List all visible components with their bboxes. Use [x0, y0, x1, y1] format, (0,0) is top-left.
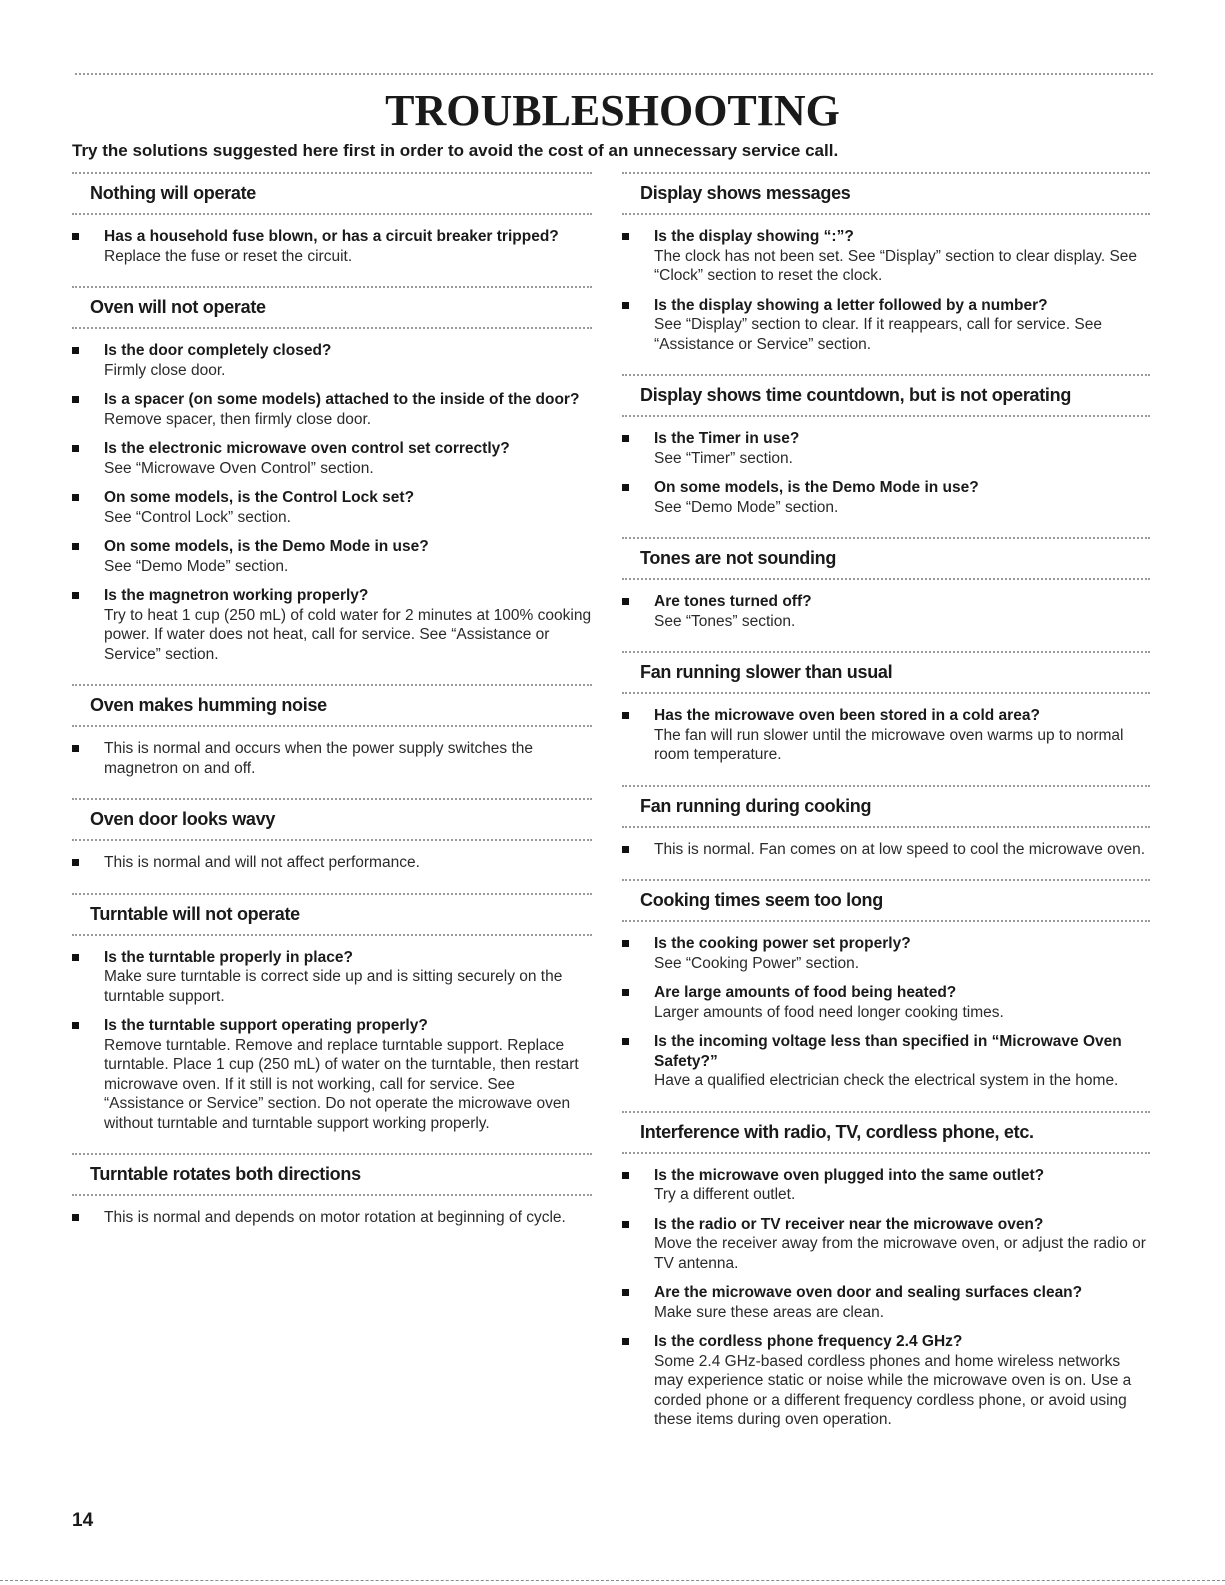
section-heading: Turntable rotates both directions	[72, 1153, 592, 1196]
answer-text: See “Display” section to clear. If it reappears, call for service. See “Assistance or Service” section.	[654, 316, 1102, 353]
item-list	[72, 227, 592, 266]
list-item	[72, 586, 592, 664]
question-text: Are the microwave oven door and sealing surfaces clean?	[654, 1284, 1083, 1301]
section-heading: Fan running during cooking	[622, 785, 1150, 828]
answer-text: See “Tones” section.	[654, 612, 796, 630]
question-text: Is the incoming voltage less than specified in “Microwave Oven Safety?”	[654, 1033, 1122, 1070]
troubleshooting-section	[72, 1153, 592, 1248]
square-bullet-icon	[622, 989, 629, 996]
answer-text: The clock has not been set. See “Display” section to clear display. See “Clock” section to reset the clock.	[654, 247, 1138, 284]
answer-text: The fan will run slower until the microwave oven warms up to normal room temperature.	[654, 726, 1124, 763]
answer-text: See “Timer” section.	[654, 449, 793, 467]
intro-text: Try the solutions suggested here first in order to avoid the cost of an unnecessary service call.	[72, 141, 839, 160]
item-list	[622, 1166, 1150, 1430]
question-text: Are large amounts of food being heated?	[654, 984, 957, 1001]
square-bullet-icon	[72, 494, 79, 501]
square-bullet-icon	[622, 233, 629, 240]
page-title: TROUBLESHOOTING	[385, 86, 840, 135]
square-bullet-icon	[72, 1214, 79, 1221]
square-bullet-icon	[622, 435, 629, 442]
list-item	[72, 439, 592, 478]
square-bullet-icon	[72, 543, 79, 550]
item-list	[622, 429, 1150, 517]
list-item	[622, 1283, 1150, 1322]
item-list	[72, 341, 592, 664]
question-text: Is the display showing a letter followed by a number?	[654, 296, 1048, 314]
section-heading: Display shows messages	[622, 172, 1150, 215]
troubleshooting-section	[622, 879, 1150, 1111]
question-text: Has the microwave oven been stored in a cold area?	[654, 707, 1040, 724]
list-item	[72, 853, 592, 873]
question-text: Is the turntable support operating properly?	[104, 1017, 428, 1034]
list-item	[72, 227, 592, 266]
page-number: 14	[72, 1510, 94, 1531]
list-item	[622, 1332, 1150, 1430]
troubleshooting-section	[622, 651, 1150, 785]
list-item	[72, 390, 592, 429]
answer-text: Remove turntable. Remove and replace turntable support. Replace turntable. Place 1 cup (250 mL) of water on the turntable, then restart microwave oven. If it still is not working, call for service. See “Assistance or Service” section. Do not operate the microwave oven without turntable and turntable support working properly.	[104, 1036, 579, 1132]
answer-text: Make sure these areas are clean.	[654, 1303, 885, 1321]
square-bullet-icon	[622, 712, 629, 719]
square-bullet-icon	[622, 940, 629, 947]
list-item	[622, 478, 1150, 517]
list-item	[622, 592, 1150, 631]
section-heading: Cooking times seem too long	[622, 879, 1150, 922]
section-heading: Interference with radio, TV, cordless phone, etc.	[622, 1111, 1150, 1154]
question-text: Is the turntable properly in place?	[104, 948, 353, 966]
question-text: Is the electronic microwave oven control set correctly?	[104, 440, 510, 457]
answer-text: Try to heat 1 cup (250 mL) of cold water for 2 minutes at 100% cooking power. If water does not heat, call for service. See “Assistance or Service” section.	[104, 606, 592, 663]
answer-text: Replace the fuse or reset the circuit.	[104, 247, 353, 265]
question-text: Is the door completely closed?	[104, 342, 332, 359]
list-item	[622, 296, 1150, 355]
section-heading: Turntable will not operate	[72, 893, 592, 936]
note-text: This is normal and occurs when the power supply switches the magnetron on and off.	[104, 740, 534, 777]
square-bullet-icon	[622, 484, 629, 491]
list-item	[72, 488, 592, 527]
troubleshooting-section	[622, 374, 1150, 537]
list-item	[622, 983, 1150, 1022]
troubleshooting-section	[622, 537, 1150, 651]
question-text: Is the cordless phone frequency 2.4 GHz?	[654, 1333, 963, 1350]
troubleshooting-section	[72, 286, 592, 684]
bottom-divider	[0, 1580, 1225, 1581]
square-bullet-icon	[72, 954, 79, 961]
note-text: This is normal and will not affect performance.	[104, 854, 420, 871]
square-bullet-icon	[72, 347, 79, 354]
section-heading: Tones are not sounding	[622, 537, 1150, 580]
list-item	[72, 1016, 592, 1133]
list-item	[622, 1032, 1150, 1091]
item-list	[622, 840, 1150, 860]
answer-text: Make sure turntable is correct side up and is sitting securely on the turntable support.	[104, 968, 563, 1005]
square-bullet-icon	[72, 859, 79, 866]
list-item	[72, 739, 592, 778]
section-heading: Display shows time countdown, but is not operating	[622, 374, 1150, 417]
square-bullet-icon	[72, 396, 79, 403]
square-bullet-icon	[622, 1338, 629, 1345]
list-item	[622, 706, 1150, 765]
question-text: Is the microwave oven plugged into the same outlet?	[654, 1166, 1045, 1184]
square-bullet-icon	[622, 1289, 629, 1296]
troubleshooting-section	[72, 684, 592, 798]
square-bullet-icon	[622, 302, 629, 309]
note-text: This is normal and depends on motor rotation at beginning of cycle.	[104, 1209, 566, 1226]
item-list	[72, 853, 592, 873]
note-text: This is normal. Fan comes on at low speed to cool the microwave oven.	[654, 840, 1146, 858]
answer-text: Have a qualified electrician check the electrical system in the home.	[654, 1072, 1119, 1089]
answer-text: Some 2.4 GHz-based cordless phones and home wireless networks may experience static or noise while the microwave oven is on. Use a corded phone or a different frequency cordless phone, or avoid using these items during oven operation.	[654, 1352, 1132, 1428]
square-bullet-icon	[622, 598, 629, 605]
square-bullet-icon	[622, 1221, 629, 1228]
square-bullet-icon	[72, 745, 79, 752]
top-divider	[75, 73, 1153, 75]
square-bullet-icon	[72, 592, 79, 599]
troubleshooting-section	[622, 172, 1150, 374]
troubleshooting-section	[72, 893, 592, 1154]
square-bullet-icon	[622, 846, 629, 853]
item-list	[622, 706, 1150, 765]
answer-text: Remove spacer, then firmly close door.	[104, 410, 372, 428]
list-item	[622, 934, 1150, 973]
square-bullet-icon	[72, 1022, 79, 1029]
item-list	[72, 739, 592, 778]
list-item	[622, 1215, 1150, 1274]
question-text: Has a household fuse blown, or has a circuit breaker tripped?	[104, 228, 559, 245]
square-bullet-icon	[72, 233, 79, 240]
section-heading: Nothing will operate	[72, 172, 592, 215]
question-text: Is a spacer (on some models) attached to the inside of the door?	[104, 391, 580, 408]
section-heading: Fan running slower than usual	[622, 651, 1150, 694]
list-item	[72, 537, 592, 576]
question-text: On some models, is the Control Lock set?	[104, 489, 415, 506]
answer-text: See “Control Lock” section.	[104, 508, 291, 526]
item-list	[72, 948, 592, 1134]
question-text: On some models, is the Demo Mode in use?	[104, 538, 429, 555]
list-item	[622, 1166, 1150, 1205]
list-item	[72, 948, 592, 1007]
section-heading: Oven door looks wavy	[72, 798, 592, 841]
item-list	[622, 227, 1150, 354]
troubleshooting-section	[622, 1111, 1150, 1450]
list-item	[622, 840, 1150, 860]
list-item	[72, 1208, 592, 1228]
answer-text: Move the receiver away from the microwave oven, or adjust the radio or TV antenna.	[654, 1235, 1146, 1272]
answer-text: Try a different outlet.	[654, 1186, 796, 1203]
answer-text: Firmly close door.	[104, 361, 226, 379]
question-text: On some models, is the Demo Mode in use?	[654, 479, 979, 496]
square-bullet-icon	[622, 1038, 629, 1045]
question-text: Is the display showing “:”?	[654, 228, 854, 245]
troubleshooting-section	[622, 785, 1150, 880]
list-item	[72, 341, 592, 380]
question-text: Is the radio or TV receiver near the microwave oven?	[654, 1215, 1044, 1233]
list-item	[622, 227, 1150, 286]
list-item	[622, 429, 1150, 468]
answer-text: See “Demo Mode” section.	[654, 498, 839, 516]
answer-text: See “Demo Mode” section.	[104, 557, 289, 575]
question-text: Is the magnetron working properly?	[104, 587, 369, 604]
troubleshooting-section	[72, 172, 592, 286]
question-text: Is the cooking power set properly?	[654, 935, 911, 952]
section-heading: Oven will not operate	[72, 286, 592, 329]
left-column	[72, 172, 592, 1248]
answer-text: Larger amounts of food need longer cooking times.	[654, 1003, 1004, 1021]
section-heading: Oven makes humming noise	[72, 684, 592, 727]
question-text: Are tones turned off?	[654, 593, 812, 610]
answer-text: See “Microwave Oven Control” section.	[104, 459, 374, 477]
square-bullet-icon	[72, 445, 79, 452]
item-list	[72, 1208, 592, 1228]
right-column	[622, 172, 1150, 1450]
answer-text: See “Cooking Power” section.	[654, 954, 860, 972]
troubleshooting-section	[72, 798, 592, 893]
item-list	[622, 934, 1150, 1091]
square-bullet-icon	[622, 1172, 629, 1179]
question-text: Is the Timer in use?	[654, 430, 800, 447]
item-list	[622, 592, 1150, 631]
